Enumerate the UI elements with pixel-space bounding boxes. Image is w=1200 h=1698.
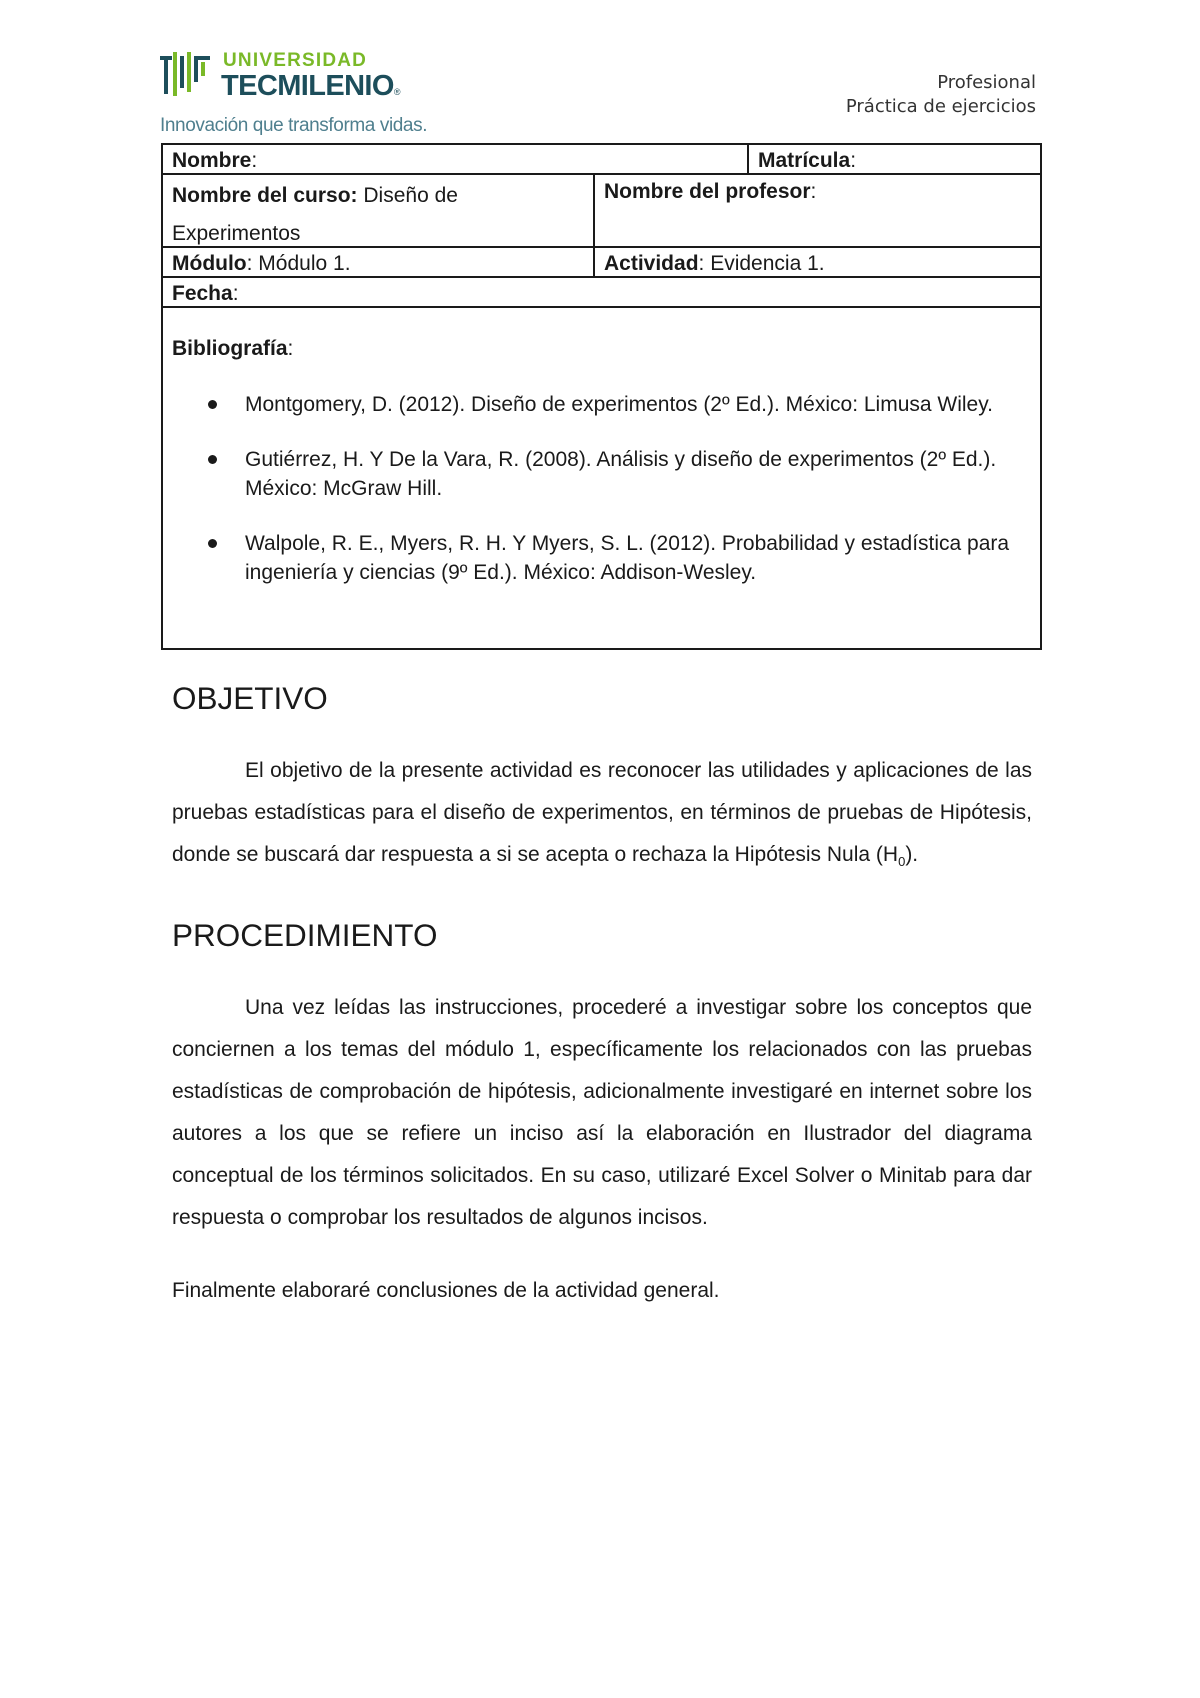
document-body bbox=[172, 682, 1032, 1307]
logo-tecmilenio-text bbox=[221, 70, 400, 103]
curso-value-line1: Diseño de bbox=[357, 184, 458, 207]
bullet-icon bbox=[208, 455, 217, 464]
logo-universidad-text: UNIVERSIDAD bbox=[223, 50, 368, 71]
bibliography-item bbox=[172, 529, 1031, 587]
row-fecha bbox=[163, 278, 1040, 308]
cell-modulo[interactable] bbox=[163, 248, 593, 276]
cell-nombre[interactable] bbox=[163, 145, 747, 173]
fecha-value: : bbox=[232, 282, 239, 305]
logo-main-word: TECMILENIO bbox=[221, 70, 394, 102]
bibliography-list bbox=[172, 390, 1031, 587]
row-modulo bbox=[163, 248, 1040, 278]
bibliografia-label: Bibliografía bbox=[172, 337, 288, 360]
conclusion-paragraph: Finalmente elaboraré conclusiones de la actividad general. bbox=[172, 1279, 720, 1303]
level-label: Profesional bbox=[937, 72, 1036, 93]
cell-bibliografia bbox=[163, 308, 1040, 648]
objetivo-text: El objetivo de la presente actividad es reconocer las utilidades y aplicaciones de las pruebas estadísticas para el diseño de experimentos, en términos de pruebas de Hipótesis, donde se buscará dar respuesta a si se acepta o rechaza la Hipótesis Nula (H bbox=[172, 759, 1032, 866]
actividad-value: : Evidencia 1. bbox=[698, 252, 825, 275]
bibliografia-heading bbox=[172, 335, 1031, 362]
nombre-label: Nombre bbox=[172, 149, 252, 172]
h0-subscript: 0 bbox=[898, 854, 906, 870]
bibliography-text: Gutiérrez, H. Y De la Vara, R. (2008). Análisis y diseño de experimentos (2º Ed.). México: McGraw Hill. bbox=[245, 448, 997, 500]
cell-curso[interactable] bbox=[163, 175, 593, 246]
fecha-label: Fecha bbox=[172, 282, 233, 305]
bibliography-text: Walpole, R. E., Myers, R. H. Y Myers, S. L. (2012). Probabilidad y estadística para ingeniería y ciencias (9º Ed.). México: Addison-Wesley. bbox=[245, 532, 1010, 584]
cell-actividad[interactable] bbox=[593, 248, 1040, 276]
bullet-icon bbox=[208, 539, 217, 548]
curso-value-line2: Experimentos bbox=[172, 222, 301, 245]
cell-profesor[interactable] bbox=[593, 175, 1040, 246]
objetivo-end: ). bbox=[905, 843, 919, 866]
procedimiento-paragraph: Una vez leídas las instrucciones, procederé a investigar sobre los conceptos que conciernen a los temas del módulo 1, específicamente los relacionados con las pruebas estadísticas de comprobación de hipótesis, adicionalmente investigaré en internet sobre los autores a los que se refiere un inciso así la elaboración en Ilustrador del diagrama conceptual de los términos solicitados. En su caso, utilizaré Excel Solver o Minitab para dar respuesta o comprobar los resultados de algunos incisos. bbox=[172, 996, 1032, 1230]
bibliografia-colon: : bbox=[287, 337, 294, 360]
profesor-label: Nombre del profesor bbox=[604, 180, 811, 203]
matricula-value: : bbox=[850, 149, 857, 172]
cell-matricula[interactable] bbox=[747, 145, 1040, 173]
document-meta bbox=[846, 71, 1036, 119]
row-bibliografia bbox=[163, 308, 1040, 648]
objetivo-heading: OBJETIVO bbox=[172, 680, 328, 716]
modulo-label: Módulo bbox=[172, 252, 247, 275]
profesor-value: : bbox=[810, 180, 817, 203]
tecmilenio-logo-icon bbox=[160, 52, 212, 100]
bullet-icon bbox=[208, 400, 217, 409]
modulo-value: : Módulo 1. bbox=[246, 252, 351, 275]
registered-mark: ® bbox=[393, 87, 400, 97]
curso-label: Nombre del curso: bbox=[172, 184, 358, 207]
actividad-label: Actividad bbox=[604, 252, 699, 275]
bibliography-item bbox=[172, 445, 1031, 503]
bibliography-item bbox=[172, 390, 1031, 419]
university-logo bbox=[160, 50, 440, 140]
row-curso bbox=[163, 175, 1040, 248]
cell-fecha[interactable] bbox=[163, 278, 1040, 306]
bibliography-text: Montgomery, D. (2012). Diseño de experimentos (2º Ed.). México: Limusa Wiley. bbox=[245, 393, 994, 416]
objetivo-paragraph bbox=[172, 750, 1032, 883]
matricula-label: Matrícula bbox=[758, 149, 851, 172]
nombre-value: : bbox=[251, 149, 258, 172]
procedimiento-heading: PROCEDIMIENTO bbox=[172, 917, 438, 954]
row-nombre bbox=[163, 145, 1040, 175]
doc-type-label: Práctica de ejercicios bbox=[845, 96, 1036, 117]
student-info-table bbox=[161, 143, 1042, 650]
logo-tagline: Innovación que transforma vidas. bbox=[160, 115, 428, 136]
